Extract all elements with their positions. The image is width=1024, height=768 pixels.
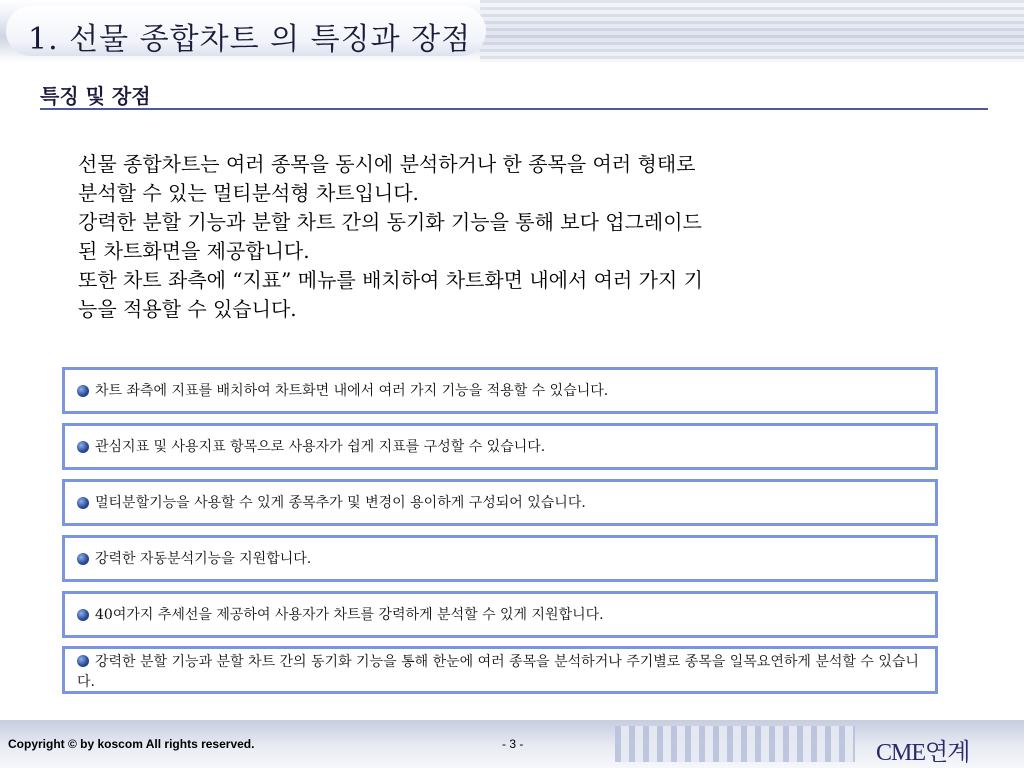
- footer-decoration: [615, 726, 855, 762]
- intro-paragraph: [78, 150, 908, 324]
- intro-line: 능을 적용할 수 있습니다.: [78, 297, 297, 321]
- title-bar-stripes: [480, 0, 1024, 62]
- intro-line: 선물 종합차트는 여러 종목을 동시에 분석하거나 한 종목을 여러 형태로: [78, 152, 696, 176]
- feature-text: 차트 좌측에 지표를 배치하여 차트화면 내에서 여러 가지 기능을 적용할 수 있습니다.: [95, 382, 609, 399]
- feature-box-5: [62, 591, 938, 638]
- feature-text: 강력한 분할 기능과 분할 차트 간의 동기화 기능을 통해 한눈에 여러 종목을 분석하거나 주기별로 종목을 일목요연하게 분석할 수 있습니다.: [77, 654, 919, 690]
- bullet-icon: [77, 553, 89, 565]
- intro-line: 강력한 분할 기능과 분할 차트 간의 동기화 기능을 통해 보다 업그레이드: [78, 210, 702, 234]
- feature-box-1: [62, 367, 938, 414]
- feature-box-2: [62, 423, 938, 470]
- feature-box-3: [62, 479, 938, 526]
- feature-text: 관심지표 및 사용지표 항목으로 사용자가 쉽게 지표를 구성할 수 있습니다.: [95, 438, 546, 455]
- feature-text: 40여가지 추세선을 제공하여 사용자가 차트를 강력하게 분석할 수 있게 지원합니다.: [95, 606, 604, 623]
- bullet-icon: [77, 655, 89, 667]
- intro-line: 된 차트화면을 제공합니다.: [78, 239, 310, 263]
- bullet-icon: [77, 609, 89, 621]
- bullet-icon: [77, 441, 89, 453]
- feature-text: 강력한 자동분석기능을 지원합니다.: [95, 550, 312, 567]
- intro-line: 또한 차트 좌측에 “지표” 메뉴를 배치하여 차트화면 내에서 여러 가지 기: [78, 268, 703, 292]
- heading-divider: [40, 108, 988, 110]
- intro-line: 분석할 수 있는 멀티분석형 차트입니다.: [78, 181, 419, 205]
- page-title: 1. 선물 종합차트 의 특징과 장점: [28, 22, 472, 57]
- feature-box-4: [62, 535, 938, 582]
- feature-box-6: [62, 646, 938, 694]
- bullet-icon: [77, 497, 89, 509]
- copyright-text: Copyright © by koscom All rights reserved.: [8, 737, 255, 751]
- page-number: - 3 -: [502, 737, 524, 751]
- brand-label: CME연계: [876, 740, 970, 766]
- feature-text: 멀티분할기능을 사용할 수 있게 종목추가 및 변경이 용이하게 구성되어 있습니다.: [95, 494, 586, 511]
- section-heading: 특징 및 장점: [40, 84, 151, 108]
- bullet-icon: [77, 385, 89, 397]
